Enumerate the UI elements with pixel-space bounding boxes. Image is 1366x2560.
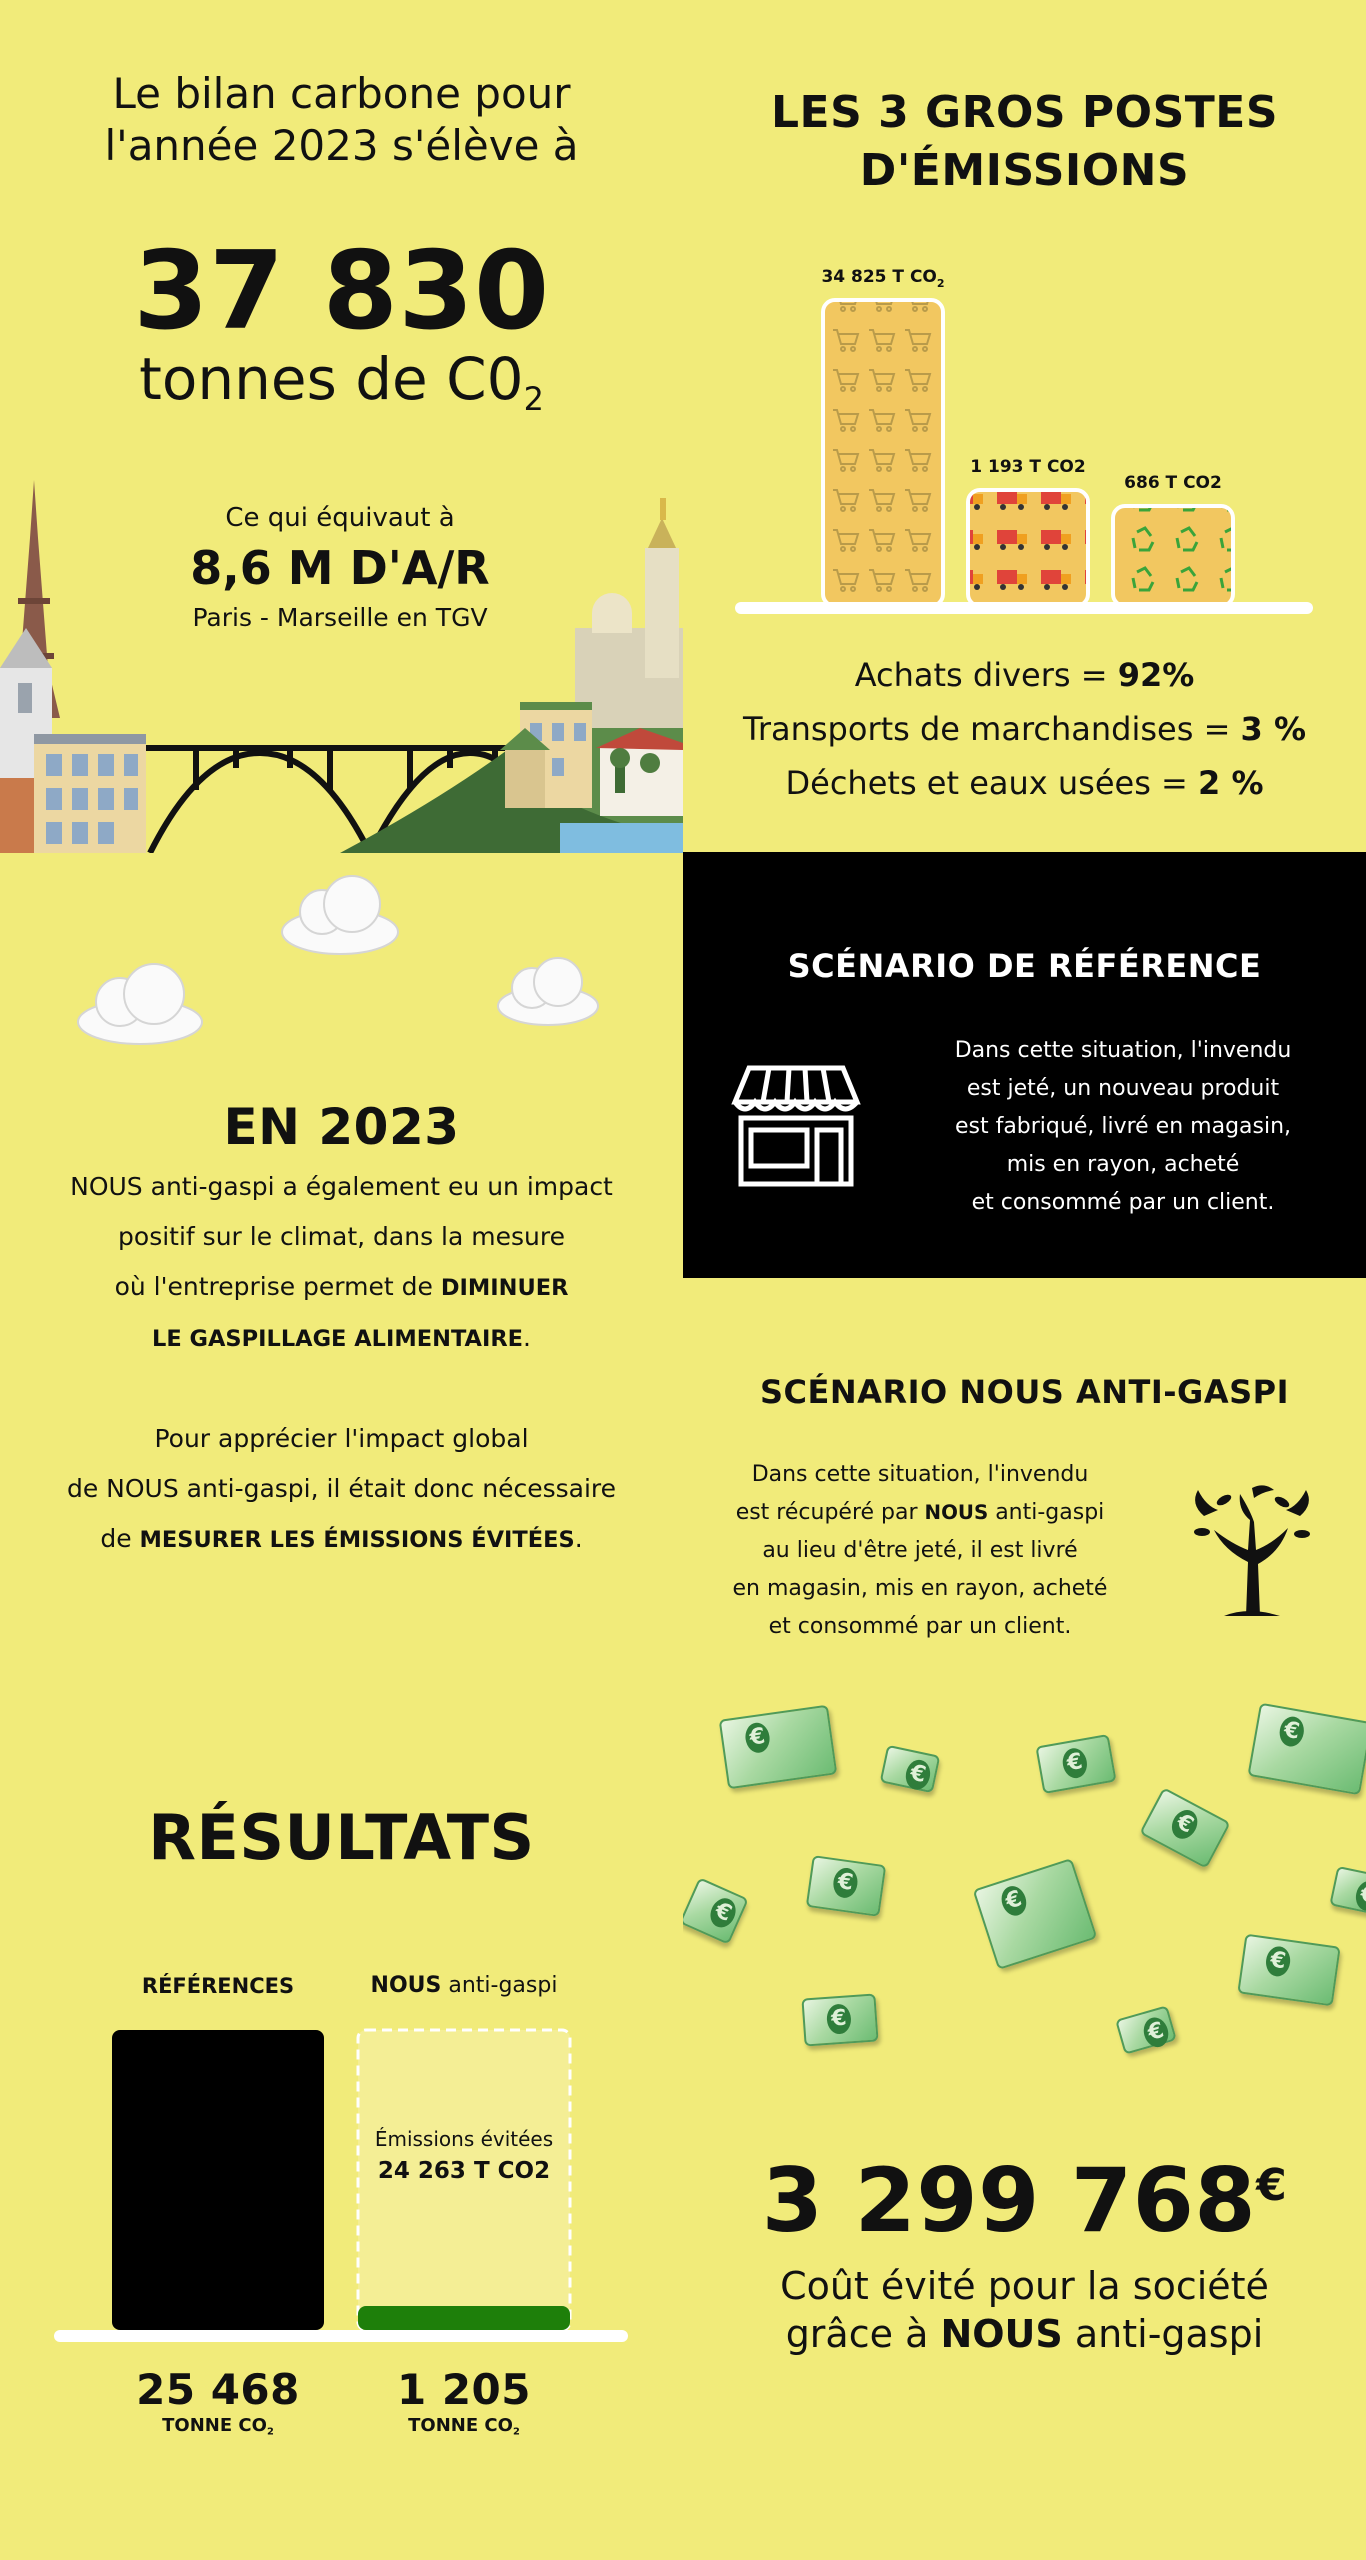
cloud-icon	[276, 872, 404, 956]
banknote-bundle-icon	[719, 1705, 838, 1790]
nag-line: est récupéré par NOUS anti-gaspi	[735, 1500, 1105, 1525]
basilica-icon	[575, 498, 683, 728]
results-title: RÉSULTATS	[148, 1801, 535, 1874]
reference-line: est fabriqué, livré en magasin,	[954, 1114, 1292, 1139]
year-p1-line: où l'entreprise permet de DIMINUER	[114, 1272, 569, 1301]
banknote-bundle-icon	[1035, 1734, 1116, 1794]
nag-line: en magasin, mis en rayon, acheté	[732, 1576, 1108, 1601]
results-label-nag: NOUS anti-gaspi	[370, 1973, 558, 1998]
cloud-icon	[492, 952, 604, 1028]
nag-line: Dans cette situation, l'invendu	[751, 1462, 1089, 1487]
emissions-title	[683, 84, 1366, 200]
reference-line: et consommé par un client.	[971, 1190, 1275, 1215]
results-bar-nag	[358, 2306, 570, 2330]
total-unit-text: tonnes de C0	[139, 345, 524, 413]
breakdown-line-transport: Transports de marchandises = 3 %	[742, 710, 1307, 748]
cloud-icon	[72, 958, 208, 1048]
year-p1-line: NOUS anti-gaspi a également eu un impact	[70, 1172, 613, 1201]
results-bar-reference	[112, 2030, 324, 2330]
nag-line: au lieu d'être jeté, il est livré	[762, 1538, 1078, 1563]
intro-line-1: Le bilan carbone pour	[112, 69, 571, 118]
year-paragraph-1	[0, 1162, 683, 1364]
nag-scenario-description	[705, 1456, 1135, 1646]
banknote-bundle-icon	[806, 1855, 887, 1917]
paris-marseille-illustration	[0, 478, 683, 853]
savings-caption-line: grâce à NOUS anti-gaspi	[785, 2312, 1264, 2356]
recycle-icon-pattern	[1115, 508, 1231, 604]
emission-bar-label: 686 T CO2	[1124, 473, 1222, 493]
banknote-bundle-icon	[683, 1877, 749, 1945]
store-icon	[729, 1058, 863, 1192]
avoided-emissions-label: Émissions évitées 24 263 T CO2	[374, 2127, 554, 2184]
chart-baseline	[735, 602, 1313, 614]
year-p2-line: Pour apprécier l'impact global	[154, 1424, 529, 1453]
reference-title: SCÉNARIO DE RÉFÉRENCE	[787, 947, 1262, 985]
banknote-bundle-icon	[1115, 2005, 1177, 2054]
banknote-bundle-icon	[1139, 1787, 1231, 1869]
equivalence-route: Paris - Marseille en TGV	[192, 603, 488, 632]
falling-money-illustration	[683, 1700, 1366, 2080]
year-p2-line: de MESURER LES ÉMISSIONS ÉVITÉES.	[100, 1524, 583, 1553]
year-title: EN 2023	[223, 1098, 460, 1156]
emissions-title-line-2: D'ÉMISSIONS	[859, 145, 1190, 196]
savings-value: 3 299 768€	[761, 2148, 1288, 2252]
emissions-breakdown	[683, 648, 1366, 810]
results-value-nag: 1 205 TONNE CO2	[396, 2365, 532, 2438]
results-label-reference: RÉFÉRENCES	[141, 1974, 295, 1998]
reference-description	[913, 1032, 1333, 1222]
results-value-reference: 25 468 TONNE CO2	[136, 2365, 300, 2438]
emission-bar-label: 34 825 T $CO_2$	[821, 267, 945, 290]
banknote-bundle-icon	[973, 1858, 1098, 1970]
nag-scenario-title: SCÉNARIO NOUS ANTI-GASPI	[760, 1373, 1289, 1411]
year-p1-line: LE GASPILLAGE ALIMENTAIRE.	[152, 1323, 531, 1352]
tree-icon	[1184, 1480, 1320, 1620]
total-emissions-unit	[0, 344, 683, 434]
results-baseline	[54, 2330, 628, 2342]
savings-caption-line: Coût évité pour la société	[780, 2264, 1269, 2308]
banknote-bundle-icon	[1329, 1866, 1366, 1914]
banknote-bundle-icon	[801, 1993, 878, 2046]
year-paragraph-2	[0, 1414, 683, 1565]
banknote-bundle-icon	[1247, 1703, 1366, 1796]
results-bar-chart	[0, 2020, 683, 2350]
equivalence-label: Ce qui équivaut à	[225, 503, 455, 533]
breakdown-line-waste: Déchets et eaux usées = 2 %	[785, 764, 1264, 802]
reference-line: Dans cette situation, l'invendu	[954, 1038, 1292, 1063]
savings-caption	[683, 2262, 1366, 2358]
year-p1-line: positif sur le climat, dans la mesure	[118, 1222, 565, 1251]
banknote-bundle-icon	[880, 1745, 941, 1793]
delivery-truck-icon-pattern	[970, 492, 1086, 604]
emission-bar-label: 1 193 T CO2	[970, 457, 1086, 477]
emissions-bar-chart	[683, 240, 1366, 620]
reference-line: est jeté, un nouveau produit	[966, 1076, 1280, 1101]
intro-heading	[0, 68, 683, 172]
banknote-bundle-icon	[1237, 1934, 1340, 2007]
emissions-title-line-1: LES 3 GROS POSTES	[770, 87, 1279, 138]
year-p2-line: de NOUS anti-gaspi, il était donc nécessaire	[66, 1474, 617, 1503]
total-emissions-value: 37 830	[133, 229, 550, 354]
equivalence-value: 8,6 M D'A/R	[190, 541, 490, 595]
intro-line-2: l'année 2023 s'élève à	[104, 121, 579, 170]
shopping-cart-icon-pattern	[825, 302, 941, 604]
total-unit-sub: 2	[523, 380, 544, 419]
nag-line: et consommé par un client.	[768, 1614, 1072, 1639]
reference-line: mis en rayon, acheté	[1006, 1152, 1240, 1177]
reference-scenario-panel	[683, 852, 1366, 1278]
breakdown-line-purchases: Achats divers = 92%	[854, 656, 1195, 694]
